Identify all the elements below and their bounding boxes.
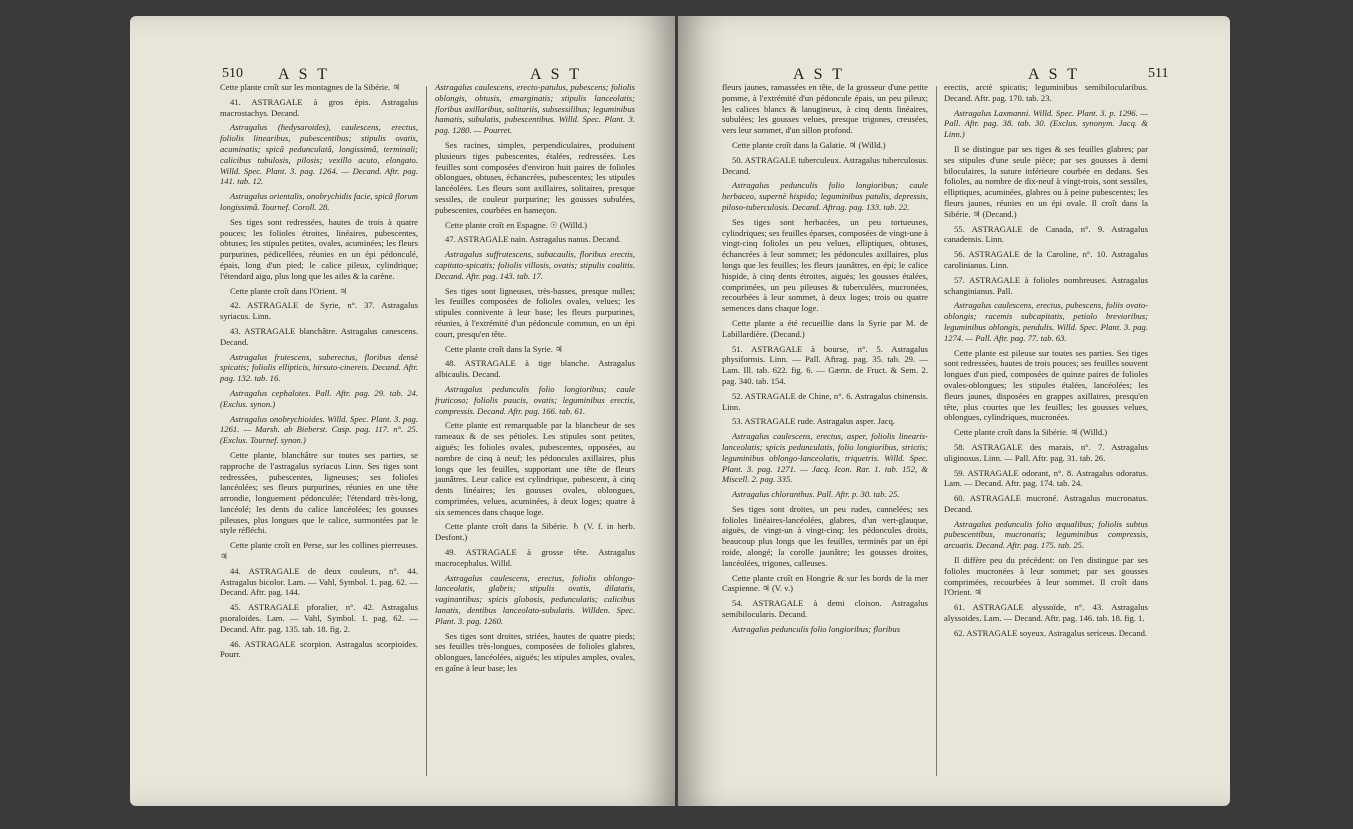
paragraph: 49. ASTRAGALE à grosse tête. Astragalus macrocephalus. Willd.	[435, 547, 635, 568]
paragraph: 44. ASTRAGALE de deux couleurs, n°. 44. Astragalus bicolor. Lam. — Vahl, Symbol. 1. pag. 62. — Decand. Aftr. pag. 144.	[220, 565, 418, 598]
paragraph: Astragalus frutescens, suberectus, floribus densè spicatis; foliolis ellipticis, hirsuto-cinereis. Decand. Aftr. pag. 132. tab. 16.	[220, 351, 418, 384]
paragraph: Astragalus onobrychioides. Willd. Spec. Plant. 3. pag. 1261. — Marsh. ab Bieberst. Casp. pag. 117. n°. 25. (Exclus. Tournef. synon.)	[220, 413, 418, 446]
paragraph: Cette plante croît dans la Galatie. ♃ (Willd.)	[732, 139, 886, 150]
paragraph: 50. ASTRAGALE tuberculeux. Astragalus tuberculosus. Decand.	[722, 154, 928, 176]
left-column-2	[435, 82, 635, 678]
paragraph: Cette plante croît en Perse, sur les collines pierreuses. ♃	[220, 540, 418, 562]
column-rule	[936, 86, 937, 776]
paragraph: Astragalus caulescens, erectus, foliolis oblongo-lanceolatis, glabris; stipulis ovatis, dilatatis, vaginantibus; spicis globosis, pedunculatis; calicibus lanatis, dentibus lanceolato-subulatis. Willden. Spec. Plant. 3. pag. 1260.	[435, 572, 635, 626]
paragraph: 48. ASTRAGALE à tige blanche. Astragalus albicaulis. Decand.	[435, 358, 635, 380]
paragraph: Cette plante a été recueillie dans la Syrie par M. de Labillardière. (Decand.)	[722, 317, 928, 339]
paragraph: erectis, arctè spicatis; leguminibus semibilocularibus. Decand. Aftr. pag. 170. tab. 23.	[944, 82, 1148, 103]
paragraph: Il se distingue par ses tiges & ses feuilles glabres; par ses stipules d'une seule pièce; par ses gousses à demi biloculaires, la suture inférieure courbée en dedans. Ses folioles, au nombre de dix-neuf à vingt-trois, sont sessiles, elliptiques, acuminées, glabres ou à peine pubescentes; les fleurs jaunes, réunies en un épi ovale. Il croît dans la Sibérie. ♃ (Decand.)	[944, 143, 1148, 219]
paragraph: 45. ASTRAGALE pforalier, n°. 42. Astragalus psoraloides. Lam. — Vahl, Symbol. 1. pag. 62. — Decand. Aftr. pag. 135. tab. 18. fig. 2.	[220, 602, 418, 634]
paragraph: Cette plante croît en Hongrie & sur les bords de la mer Caspienne. ♃ (V. v.)	[722, 572, 928, 594]
paragraph: Astragalus caulescens, erecto-patulus, pubescens; foliolis oblongis, obtusis, emarginatis; stipulis lanceolatis; floribus axillaribus, solitariis, subsessilibus; leguminibus hamatis, subulatis, pubescentibus. Willd. Spec. Plant. 3. pag. 1280. — Pourret.	[435, 82, 635, 136]
paragraph: Cette plante croît dans l'Orient. ♃	[230, 285, 348, 296]
paragraph: Astragalus caulescens, erectus, asper, foliolis linearis-lanceolatis; spicis pedunculatis, folio longioribus, strictis; leguminibus oblongo-lanceolatis, triquetris. Willd. Spec. Plant. 3. pag. 1271. — Jacq. Icon. Rar. 1. tab. 152, & Miscell. 2. pag. 335.	[722, 431, 928, 485]
paragraph: 41. ASTRAGALE à gros épis. Astragalus macrostachys. Decand.	[220, 96, 418, 118]
paragraph: Astragalus pedunculis folio longioribus; caule herbaceo, supernè hispido; leguminibus patulis, depressis, piloso-tuberculosis. Decand. Aftrag. pag. 133. tab. 22.	[722, 180, 928, 212]
paragraph: 56. ASTRAGALE de la Caroline, n°. 10. Astragalus carolinianus. Linn.	[944, 249, 1148, 270]
paragraph: Astragalus pedunculis folio æqualibus; foliolis subtus pubescentibus, mucronatis; leguminibus compressis, arcuatis. Decand. Aftr. pag. 175. tab. 25.	[944, 518, 1148, 551]
left-column-1	[220, 82, 418, 664]
paragraph: 46. ASTRAGALE scorpion. Astragalus scorpioides. Pourr.	[220, 638, 418, 660]
column-rule	[426, 86, 427, 776]
paragraph: 60. ASTRAGALE mucroné. Astragalus mucronatus. Decand.	[944, 493, 1148, 514]
running-head-right: A S T	[793, 66, 846, 83]
paragraph: Astragalus cephalotes. Pall. Aftr. pag. 29. tab. 24. (Exclus. synon.)	[220, 387, 418, 409]
paragraph: Astragalus suffrutescens, subacaulis, floribus erectis, capitato-spicatis; foliolis villosis, ovatis; stipulis coalitis. Decand. Aftr. pag. 143. tab. 17.	[435, 249, 635, 281]
paragraph: Cette plante croît dans la Sibérie. ♄ (V. f. in herb. Desfont.)	[435, 521, 635, 543]
paragraph: 47. ASTRAGALE nain. Astragalus nanus. Decand.	[445, 234, 621, 245]
paragraph: Ses tiges sont herbacées, un peu tortueuses, cylindriques; ses feuilles éparses, composées de vingt-une à vingt-cinq folioles un peu velues, elliptiques, obtuses, échancrées à leur sommet; les pédoncules axillaires, plus longs que les feuilles; les fleurs jaunâtres, en épi; le calice hispide, à cinq dents étroites, aiguës; les gousses étalées, comprimées, un peu pileuses & tuberculées, mucronées, recourbées à leur sommet, à deux loges; trois ou quatre semences dans chaque loge.	[722, 216, 928, 314]
running-head-left: A S T	[278, 66, 331, 83]
paragraph: Astragalus (hedysaroides), caulescens, erectus, foliolis linearibus, pubescentibus; stipulis ovatis, acuminatis; spicâ pedunculatâ, longissimâ, terminali; calicibus tubulosis, pilosis; vexillo acuto, elongato. Willd. Spec. Plant. 3. pag. 1264. — Decand. Aftr. pag. 141. tab. 12.	[220, 122, 418, 187]
paragraph: 58. ASTRAGALE des marais, n°. 7. Astragalus uliginosus. Linn. — Pall. Aftr. pag. 31. tab. 26.	[944, 441, 1148, 463]
paragraph: Ses tiges sont redressées, hautes de trois à quatre pouces; les folioles étroites, linéaires, pubescentes, obtuses; les stipules petites, ovales, acuminées; les fleurs purpurines, pédicellées, réunies en un épi pédonculé, épais, long d'un pied; le calice pileux, cylindrique; l'étendard aigu, plus long que les ailes & la carène.	[220, 216, 418, 281]
paragraph: Il diffère peu du précédent: on l'en distingue par ses folioles mucronées à leur sommet; par ses gousses comprimées, recourbées à leur sommet. Il croît dans l'Orient. ♃	[944, 555, 1148, 598]
paragraph: Ses tiges sont droites, un peu rudes, cannelées; ses folioles linéaires-lancéolées, glabres, d'un vert-glauque, aiguës, de vingt-un à vingt-cinq; les pédoncules droits, beaucoup plus longs que les feuilles, terminés par un épi roide, alongé; la corolle jaunâtre; les gousses droites, lancéolées, trigones, calleuses.	[722, 503, 928, 568]
paragraph: 51. ASTRAGALE à bourse, n°. 5. Astragalus physiformis. Linn. — Pall. Aftrag. pag. 35. tab. 29. — Lam. Ill. tab. 622. fig. 6. — Gærtn. de Fruct. & Sem. 2. pag. 340. tab. 154.	[722, 343, 928, 386]
right-column-2	[944, 82, 1148, 643]
page-number-left: 510	[222, 66, 243, 81]
left-page	[130, 16, 675, 806]
right-page	[678, 16, 1230, 806]
paragraph: Ses racines, simples, perpendiculaires, produisent plusieurs tiges pubescentes, étalées, redressées. Les feuilles sont composées d'environ huit paires de folioles oblongues, obtuses, échancrées, pubescentes; les stipules lancéolées. Les fleurs sont axillaires, solitaires, presque sessiles, de couleur purpurine; les gousses subulées, pubescentes, courbées en hameçon.	[435, 139, 635, 215]
paragraph: 53. ASTRAGALE rude. Astragalus asper. Jacq.	[732, 416, 896, 427]
paragraph: 57. ASTRAGALE à folioles nombreuses. Astragalus schanginianus. Pall.	[944, 274, 1148, 296]
paragraph: Cette plante croît dans la Sibérie. ♃ (Willd.)	[954, 427, 1108, 438]
paragraph: 55. ASTRAGALE de Canada, n°. 9. Astragalus canadensis. Linn.	[944, 223, 1148, 245]
paragraph: Astragalus caulescens, erectus, pubescens, foliis ovato-oblongis; racemis subcapitatis, petiolo brevioribus; leguminibus oblongis, pendulis. Willd. Spec. Plant. 3. pag. 1274. — Pall. Aftr. pag. 77. tab. 63.	[944, 300, 1148, 343]
paragraph: Cette plante, blanchâtre sur toutes ses parties, se rapproche de l'astragalus syriacus Linn. Ses tiges sont redressées, pubescentes, ligneuses; ses folioles lancéolées; ses fleurs purpurines, réunies en une tête arrondie, longuement pédonculée; l'étendard très-long, lancéolé; les dents du calice lancéolées; les gousses pileuses, plus longues que le calice, surmontées par le style réfléchi.	[220, 449, 418, 536]
right-column-1	[722, 82, 928, 639]
paragraph: Astragalus pedunculis folio longioribus; caule fruticoso; foliolis paucis, ovatis; leguminibus erectis, compressis. Decand. Aftr. pag. 166. tab. 61.	[435, 383, 635, 416]
paragraph: Astragalus Laxmanni. Willd. Spec. Plant. 3. p. 1296. — Pall. Aftr. pag. 38. tab. 30. (Exclus. synonym. Jacq. & Linn.)	[944, 107, 1148, 140]
paragraph: Astragalus orientalis, onobrychidis facie, spicâ florum longissimâ. Tournef. Coroll. 28.	[220, 191, 418, 212]
paragraph: Cette plante est pileuse sur toutes ses parties. Ses tiges sont redressées, hautes de trois pouces; ses feuilles souvent longues d'un pied, composées de quinze paires de folioles ovales-oblongues; les stipules étalées, lancéolées; les fleurs jaunes, disposées en grappes axillaires, presqu'en tête, plus courtes que les feuilles; les gousses velues, oblongues, cylindriques, mucronées.	[944, 347, 1148, 423]
paragraph: 59. ASTRAGALE odorant, n°. 8. Astragalus odoratus. Lam. — Decand. Aftr. pag. 174. tab. 24.	[944, 467, 1148, 489]
running-head-right-2: A S T	[1028, 66, 1081, 83]
paragraph: 62. ASTRAGALE soyeux. Astragalus sericeus. Decand.	[954, 627, 1148, 638]
paragraph: 43. ASTRAGALE blanchâtre. Astragalus canescens. Decand.	[220, 325, 418, 347]
open-book	[130, 16, 1230, 806]
page-number-right: 511	[1148, 66, 1169, 81]
running-head-left-2: A S T	[530, 66, 583, 83]
paragraph: 42. ASTRAGALE de Syrie, n°. 37. Astragalus syriacus. Linn.	[220, 300, 418, 322]
paragraph: Ses tiges sont ligneuses, très-basses, presque nulles; les feuilles composées de folioles ovales, velues; les stipules connivente à leur base; les fleurs purpurines, réunies, à l'extrémité d'un pédoncule commun, en un épi court, presqu'en tête.	[435, 285, 635, 339]
paragraph: Cette plante croît sur les montagnes de la Sibérie. ♃	[220, 82, 401, 92]
paragraph: Astragalus chloranthus. Pall. Aftr. p. 30. tab. 25.	[732, 489, 900, 500]
paragraph: Cette plante croît dans la Syrie. ♃	[445, 343, 563, 354]
paragraph: Astragalus pedunculis folio longioribus; floribus	[732, 623, 901, 634]
paragraph: Cette plante croît en Espagne. ☉ (Willd.)	[445, 219, 587, 230]
paragraph: 52. ASTRAGALE de Chine, n°. 6. Astragalus chinensis. Linn.	[722, 390, 928, 412]
paragraph: fleurs jaunes, ramassées en tête, de la grosseur d'une petite pomme, à l'extrémité d'un pédoncule épais, un peu pileux; les calices blancs & lanugineux, à cinq dents linéaires, subulées; les gousses velues, presque trigones, creusées, vers leur sommet, d'un sillon profond.	[722, 82, 928, 136]
paragraph: 61. ASTRAGALE alyssoïde, n°. 43. Astragalus alyssoides. Lam. — Decand. Aftr. pag. 146. tab. 18. fig. 1.	[944, 602, 1148, 624]
paragraph: Cette plante est remarquable par la blancheur de ses rameaux & de ses pétioles. Les stipules sont petites, aiguës; les folioles ovales, pubescentes, opposées, au nombre de cinq à neuf; les pédoncules axillaires, plus longs que les feuilles, supportant une tête de fleurs jaunâtres. Leur calice est cylindrique, pubescent, à cinq dents linéaires; les gousses ovales, oblongues, comprimées, velues, acuminées, à deux loges; quatre à six semences dans chaque loge.	[435, 420, 635, 517]
paragraph: 54. ASTRAGALE à demi cloison. Astragalus semibilocularis. Decand.	[722, 598, 928, 620]
paragraph: Ses tiges sont droites, striées, hautes de quatre pieds; ses feuilles très-longues, composées de folioles glabres, oblongues, lancéolées, aiguës; les stipules amples, ovales, en gaîne à leur base; les	[435, 630, 635, 674]
